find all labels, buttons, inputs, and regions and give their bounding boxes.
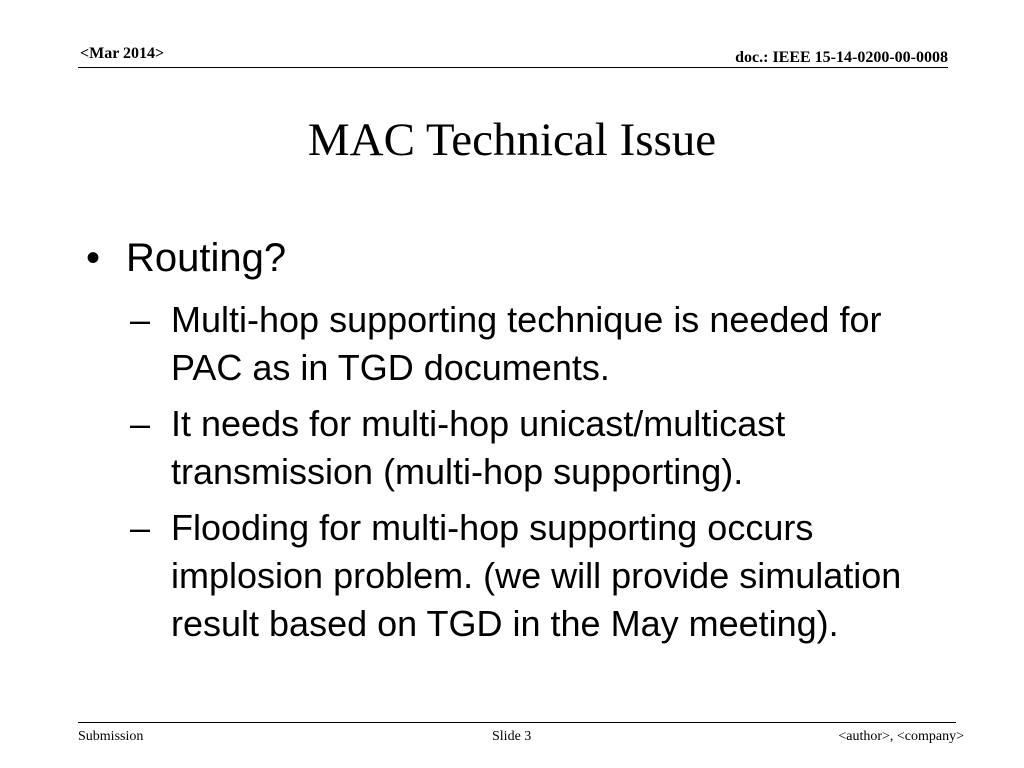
sub-bullet-item — [130, 504, 930, 648]
footer-submission: Submission — [78, 729, 144, 744]
sub-bullet-item — [130, 296, 930, 392]
slide-title: MAC Technical Issue — [307, 114, 717, 166]
bullet-text: Routing? — [126, 236, 287, 280]
sub-bullet-marker: – — [130, 403, 151, 444]
footer-rule — [78, 722, 956, 723]
header-date: <Mar 2014> — [80, 45, 165, 62]
header-doc-id: doc.: IEEE 15-14-0200-00-0008 — [735, 49, 948, 66]
bullet-marker: • — [86, 236, 101, 280]
sub-bullet-item — [130, 400, 930, 496]
footer-author-company: <author>, <company> — [838, 729, 964, 744]
sub-bullet-text: Flooding for multi-hop supporting occurs implosion problem. (we will provide simulation result based on TGD in the May meeting). — [171, 507, 902, 644]
sub-bullet-text: It needs for multi-hop unicast/multicast transmission (multi-hop supporting). — [171, 403, 786, 492]
sub-bullet-marker: – — [130, 299, 151, 340]
footer-slide-number: Slide 3 — [492, 729, 532, 744]
header-rule — [78, 67, 948, 68]
sub-bullet-marker: – — [130, 507, 151, 548]
sub-bullet-text: Multi-hop supporting technique is needed for PAC as in TGD documents. — [171, 299, 882, 388]
